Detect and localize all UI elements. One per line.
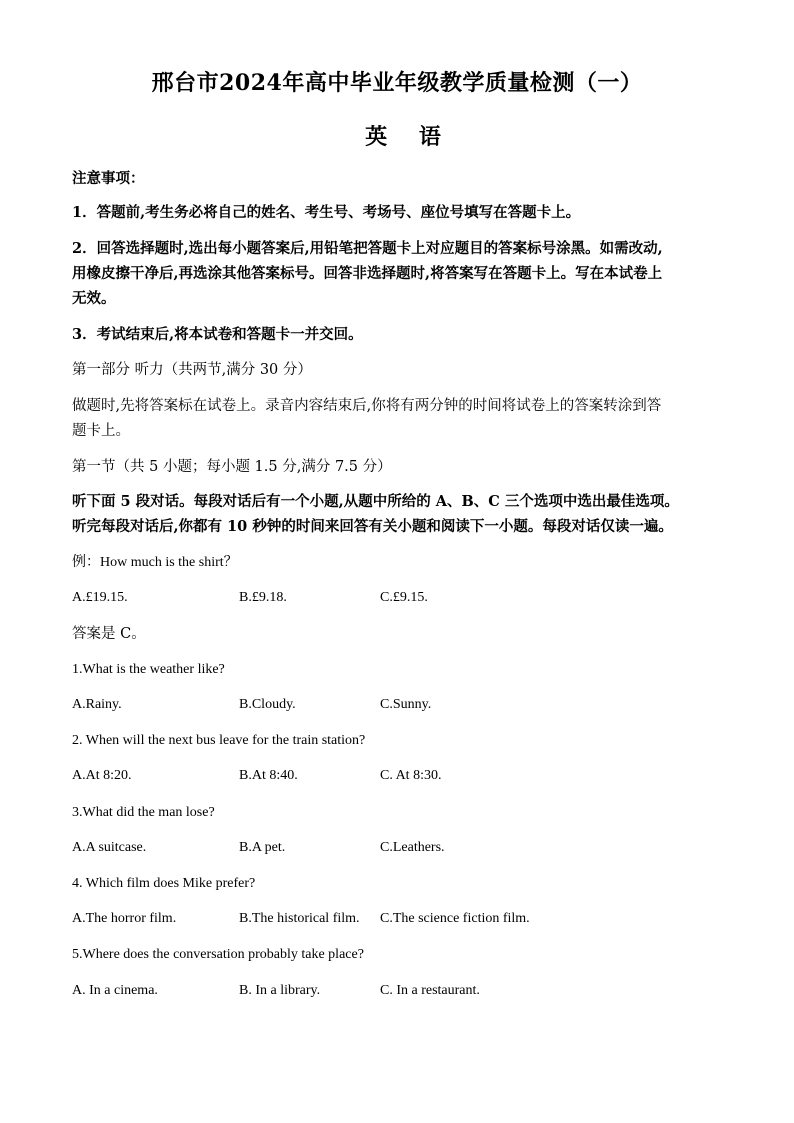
- question-3-options: [72, 840, 732, 862]
- part1-intro-line-2: 题卡上。: [72, 423, 130, 439]
- part1-intro-line-1: 做题时,先将答案标在试卷上。录音内容结束后,你将有两分钟的时间将试卷上的答案转涂到答: [72, 398, 662, 414]
- section1-heading: 第一节（共 5 小题；每小题 1.5 分,满分 7.5 分）: [72, 459, 392, 475]
- notes-item-3: 3．考试结束后,将本试卷和答题卡一并交回。: [72, 326, 363, 343]
- example-option-a: A.£19.15.: [72, 590, 128, 605]
- question-3-option-b: B.A pet.: [239, 840, 286, 855]
- question-5-option-a: A. In a cinema.: [72, 983, 158, 998]
- question-1-option-b: B.Cloudy.: [239, 697, 296, 712]
- question-2-option-b: B.At 8:40.: [239, 768, 298, 783]
- question-5-option-c: C. In a restaurant.: [380, 983, 480, 998]
- notes-item-2-line-2: 用橡皮擦干净后,再选涂其他答案标号。回答非选择题时,将答案写在答题卡上。写在本试卷上: [72, 265, 663, 282]
- notes-item-2-line-3: 无效。: [72, 290, 116, 307]
- question-2-options: [72, 768, 732, 790]
- question-5: 5.Where does the conversation probably take place?: [72, 947, 364, 962]
- example-option-b: B.£9.18.: [239, 590, 287, 605]
- question-2-option-c: C. At 8:30.: [380, 768, 442, 783]
- question-4: 4. Which film does Mike prefer?: [72, 876, 256, 891]
- notes-item-2-line-1: 2．回答选择题时,选出每小题答案后,用铅笔把答题卡上对应题目的答案标号涂黑。如需改动,: [72, 240, 663, 257]
- example-options: [72, 590, 732, 612]
- question-3: 3.What did the man lose?: [72, 805, 215, 820]
- subject-title: 英 语: [365, 124, 453, 150]
- notes-heading: 注意事项：: [72, 170, 145, 187]
- section1-instructions-line-1: 听下面 5 段对话。每段对话后有一个小题,从题中所给的 A、B、C 三个选项中选出最佳选项。: [72, 493, 679, 510]
- question-5-option-b: B. In a library.: [239, 983, 321, 998]
- question-2-option-a: A.At 8:20.: [72, 768, 132, 783]
- example-option-c: C.£9.15.: [380, 590, 428, 605]
- example-answer: 答案是 C。: [72, 626, 146, 642]
- exam-title: 邢台市2024年高中毕业年级教学质量检测（一）: [151, 70, 643, 96]
- question-2: 2. When will the next bus leave for the train station?: [72, 733, 366, 748]
- question-1-option-a: A.Rainy.: [72, 697, 122, 712]
- question-3-option-c: C.Leathers.: [380, 840, 445, 855]
- question-4-options: [72, 911, 732, 933]
- notes-item-1: 1．答题前,考生务必将自己的姓名、考生号、考场号、座位号填写在答题卡上。: [72, 204, 581, 221]
- section1-instructions-line-2: 听完每段对话后,你都有 10 秒钟的时间来回答有关小题和阅读下一小题。每段对话仅读一遍。: [72, 518, 673, 535]
- question-3-option-a: A.A suitcase.: [72, 840, 147, 855]
- question-5-options: [72, 983, 732, 1005]
- question-4-option-c: C.The science fiction film.: [380, 911, 530, 926]
- example-question: 例：How much is the shirt？: [72, 555, 238, 570]
- question-4-option-b: B.The historical film.: [239, 911, 360, 926]
- question-1-option-c: C.Sunny.: [380, 697, 432, 712]
- question-1-options: [72, 697, 732, 719]
- part1-heading: 第一部分 听力（共两节,满分 30 分）: [72, 362, 312, 378]
- question-4-option-a: A.The horror film.: [72, 911, 177, 926]
- question-1: 1.What is the weather like?: [72, 662, 225, 677]
